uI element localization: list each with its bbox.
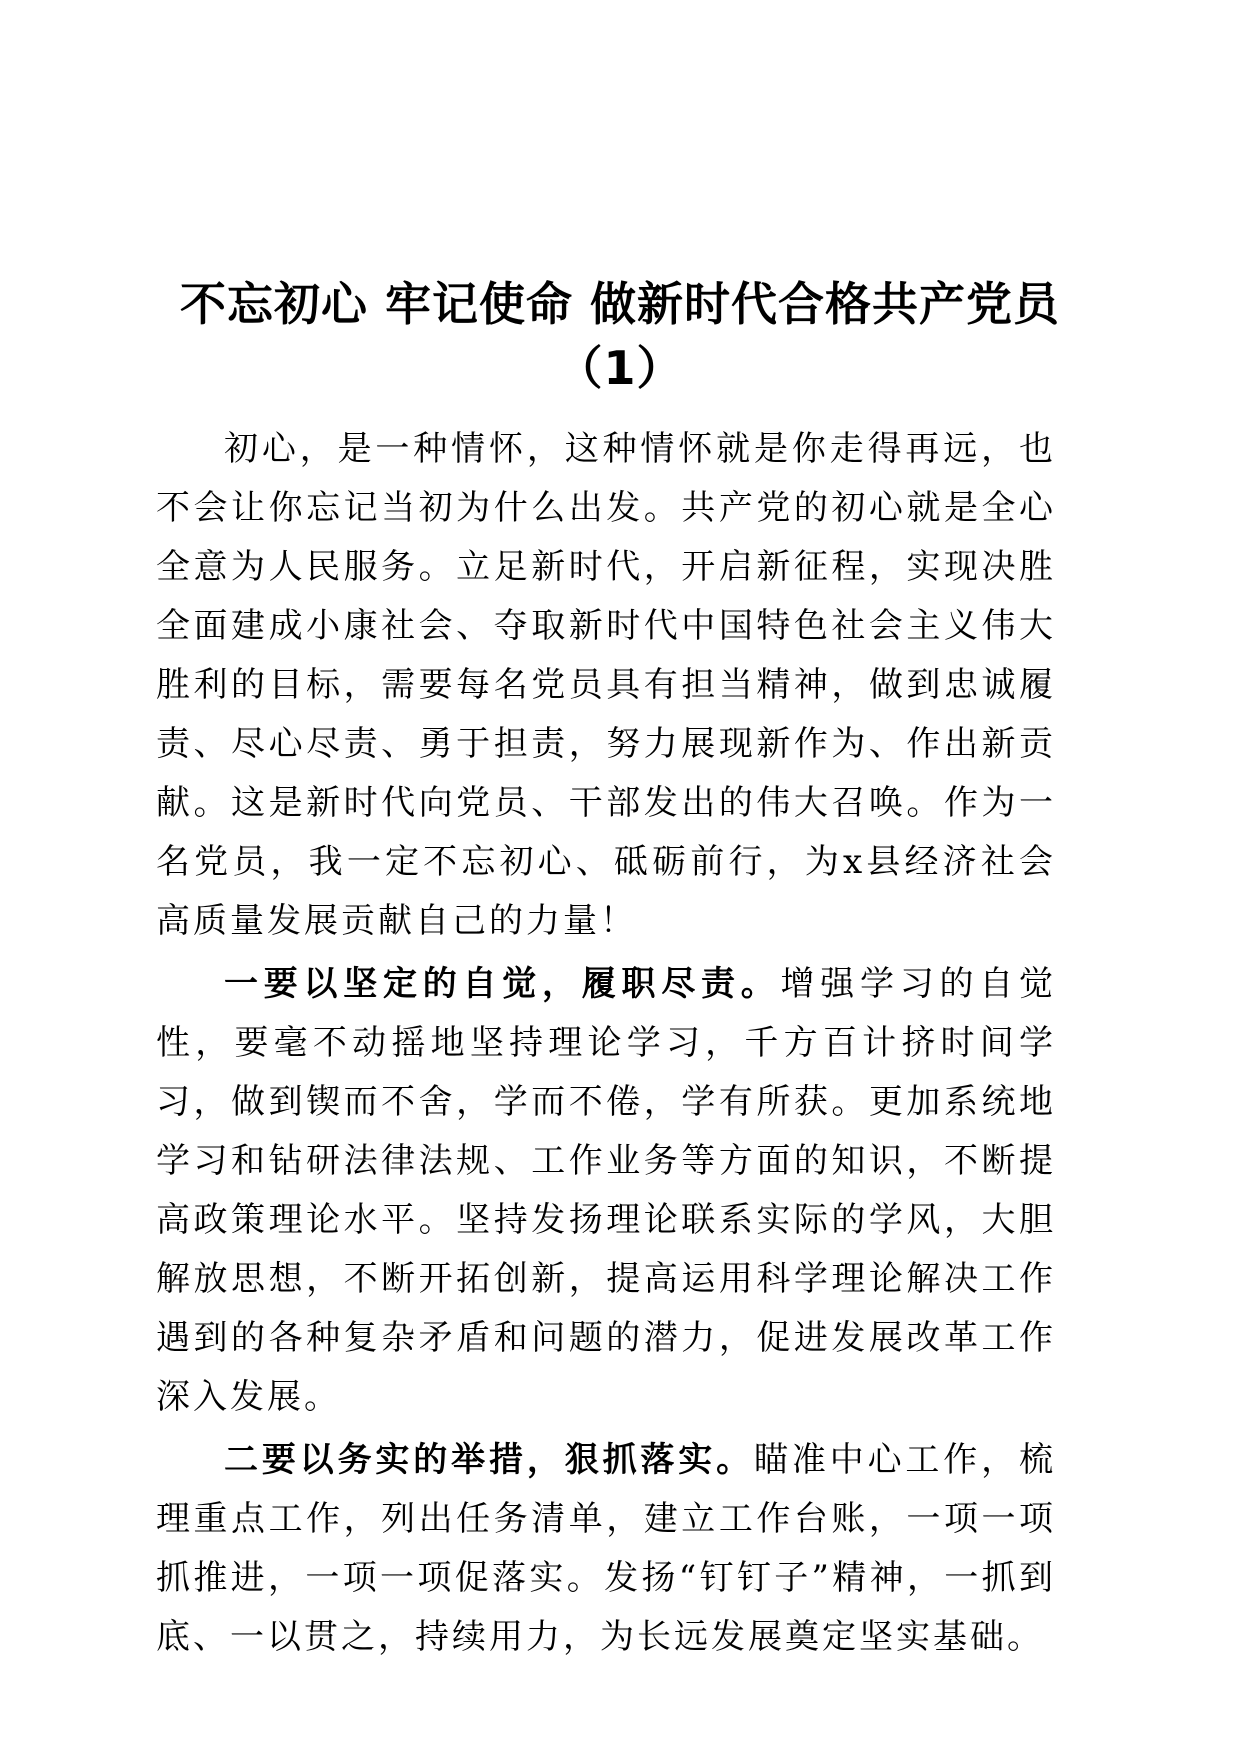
paragraph-intro — [156, 420, 1056, 951]
document-title — [120, 272, 1120, 400]
paragraph-text: 初心，是一种情怀，这种情怀就是你走得再远，也不会让你忘记当初为什么出发。共产党的初心就是全心全意为人民服务。立足新时代，开启新征程，实现决胜全面建成小康社会、夺取新时代中国特色社会主义伟大胜利的目标，需要每名党员具有担当精神，做到忠诚履责、尽心尽责、勇于担责，努力展现新作为、作出新贡献。这是新时代向党员、干部发出的伟大召唤。作为一名党员，我一定不忘初心、砥砺前行，为x县经济社会高质量发展贡献自己的力量！ — [156, 429, 1056, 941]
document-body — [156, 420, 1056, 1671]
paragraph-lead: 二要以务实的举措，狠抓落实。 — [224, 1440, 754, 1480]
paragraph-text: 瞄准中心工作，梳理重点工作，列出任务清单，建立工作台账，一项一项抓推进，一项一项促落实。发扬“钉钉子”精神，一抓到底、一以贯之，持续用力，为长远发展奠定坚实基础。 — [156, 1440, 1056, 1657]
paragraph-lead: 一要以坚定的自觉，履职尽责。 — [224, 964, 781, 1004]
title-line-2: （1） — [556, 341, 684, 395]
paragraph-point-2 — [156, 1431, 1056, 1667]
paragraph-text: 增强学习的自觉性，要毫不动摇地坚持理论学习，千方百计挤时间学习，做到锲而不舍，学而不倦，学有所获。更加系统地学习和钻研法律法规、工作业务等方面的知识，不断提高政策理论水平。坚持发扬理论联系实际的学风，大胆解放思想，不断开拓创新，提高运用科学理论解决工作遇到的各种复杂矛盾和问题的潜力，促进发展改革工作深入发展。 — [156, 964, 1056, 1417]
paragraph-point-1 — [156, 955, 1056, 1427]
title-line-1: 不忘初心 牢记使命 做新时代合格共产党员 — [179, 277, 1061, 331]
